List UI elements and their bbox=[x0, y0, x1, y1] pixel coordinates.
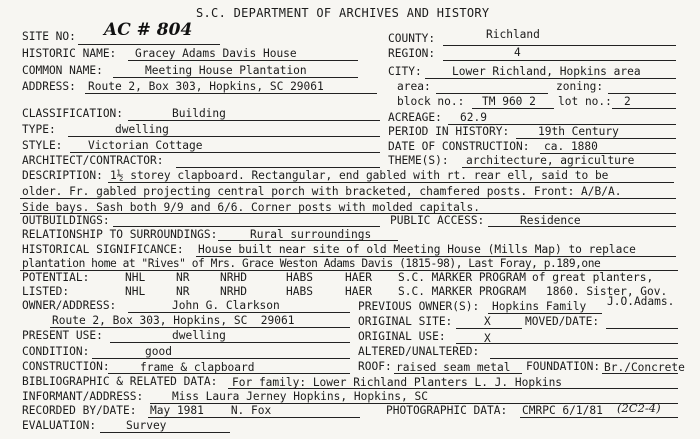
architect-line bbox=[176, 167, 380, 168]
significance-line-2b: of great planters, bbox=[532, 271, 654, 284]
region-value: 4 bbox=[514, 46, 521, 59]
listed-nhl[interactable]: NHL bbox=[125, 285, 146, 298]
region-label: REGION: bbox=[388, 47, 436, 60]
construction-line bbox=[108, 373, 350, 374]
site-no-value: AC # 804 bbox=[104, 20, 193, 40]
public-access-value: Residence bbox=[520, 214, 581, 227]
informant-value: Miss Laura Jerney Hopkins, Hopkins, SC bbox=[172, 390, 428, 403]
acreage-value: 62.9 bbox=[460, 111, 487, 124]
construction-value: frame & clapboard bbox=[140, 361, 255, 374]
period-value: 19th Century bbox=[538, 125, 619, 138]
area-label: area: bbox=[397, 80, 431, 93]
roof-label: ROOF: bbox=[358, 360, 392, 373]
potential-nrhd[interactable]: NRHD bbox=[220, 271, 247, 284]
classification-label: CLASSIFICATION: bbox=[22, 107, 124, 120]
form-title: S.C. DEPARTMENT OF ARCHIVES AND HISTORY bbox=[196, 6, 490, 20]
listed-nr[interactable]: NR bbox=[176, 285, 190, 298]
common-name-label: COMMON NAME: bbox=[22, 64, 103, 77]
listed-nrhd[interactable]: NRHD bbox=[220, 285, 247, 298]
description-label: DESCRIPTION: bbox=[22, 169, 103, 182]
recorded-label: RECORDED BY/DATE: bbox=[22, 404, 137, 417]
county-line bbox=[443, 45, 676, 46]
block-label: block no.: bbox=[397, 95, 465, 108]
description-underline-1 bbox=[108, 182, 674, 183]
evaluation-line bbox=[100, 432, 230, 433]
condition-label: CONDITION: bbox=[22, 345, 90, 358]
altered-line bbox=[490, 358, 678, 359]
present-use-value: dwelling bbox=[172, 329, 226, 342]
bibliography-line bbox=[228, 388, 678, 389]
style-value: Victorian Cottage bbox=[88, 139, 203, 152]
county-label: COUNTY: bbox=[388, 32, 436, 45]
listed-haer[interactable]: HAER bbox=[345, 285, 372, 298]
photographic-line bbox=[520, 417, 678, 418]
significance-line-4b: J.O.Adams. bbox=[607, 295, 675, 308]
theme-value: architecture, agriculture bbox=[466, 154, 635, 167]
block-line bbox=[472, 108, 554, 109]
potential-haer[interactable]: HAER bbox=[345, 271, 372, 284]
surroundings-value: Rural surroundings bbox=[250, 228, 372, 241]
informant-label: INFORMANT/ADDRESS: bbox=[22, 390, 144, 403]
style-label: STYLE: bbox=[22, 139, 63, 152]
listed-label: LISTED: bbox=[22, 285, 70, 298]
original-use-value: X bbox=[484, 332, 491, 345]
period-label: PERIOD IN HISTORY: bbox=[388, 125, 510, 138]
zoning-line bbox=[608, 93, 676, 94]
significance-label: HISTORICAL SIGNIFICANCE: bbox=[22, 243, 184, 256]
common-name-line bbox=[113, 77, 358, 78]
moved-date-line bbox=[606, 328, 678, 329]
zoning-label: zoning: bbox=[556, 80, 604, 93]
site-no-label: SITE NO: bbox=[22, 30, 76, 43]
recorded-value: May 1981 N. Fox bbox=[150, 404, 272, 417]
county-value: Richland bbox=[486, 28, 540, 41]
altered-label: ALTERED/UNALTERED: bbox=[358, 345, 480, 358]
owner-name: John G. Clarkson bbox=[172, 299, 280, 312]
date-construction-label: DATE OF CONSTRUCTION: bbox=[388, 140, 530, 153]
potential-nhl[interactable]: NHL bbox=[125, 271, 146, 284]
bibliography-label: BIBLIOGRAPHIC & RELATED DATA: bbox=[22, 375, 218, 388]
acreage-label: ACREAGE: bbox=[388, 111, 442, 124]
potential-habs[interactable]: HABS bbox=[286, 271, 313, 284]
potential-marker-program[interactable]: S.C. MARKER PROGRAM bbox=[398, 271, 526, 284]
classification-line bbox=[128, 120, 380, 121]
city-line bbox=[425, 78, 676, 79]
foundation-label: FOUNDATION: bbox=[526, 360, 601, 373]
potential-label: POTENTIAL: bbox=[22, 271, 90, 284]
owner-address: Route 2, Box 303, Hopkins, SC 29061 bbox=[52, 314, 295, 327]
public-access-label: PUBLIC ACCESS: bbox=[390, 214, 485, 227]
original-site-line bbox=[456, 328, 522, 329]
region-line bbox=[443, 60, 676, 61]
description-underline-2 bbox=[20, 198, 676, 199]
lot-line bbox=[612, 108, 676, 109]
area-line bbox=[436, 93, 548, 94]
original-use-line bbox=[456, 343, 678, 344]
previous-owner-line bbox=[488, 313, 602, 314]
evaluation-value: Survey bbox=[126, 419, 167, 432]
description-line-1: 1½ storey clapboard. Rectangular, end gabled with rt. rear ell, said to be bbox=[110, 169, 609, 182]
historic-name-value: Gracey Adams Davis House bbox=[135, 47, 297, 60]
condition-value: good bbox=[145, 345, 172, 358]
theme-label: THEME(S): bbox=[388, 154, 449, 167]
photographic-ref: (2C2-4) bbox=[617, 401, 661, 415]
surroundings-line bbox=[218, 240, 398, 241]
original-site-value: X bbox=[484, 315, 491, 328]
historic-name-line bbox=[128, 60, 358, 61]
listed-habs[interactable]: HABS bbox=[286, 285, 313, 298]
original-site-label: ORIGINAL SITE: bbox=[358, 315, 453, 328]
moved-date-label: MOVED/DATE: bbox=[525, 315, 600, 328]
historic-name-label: HISTORIC NAME: bbox=[22, 47, 117, 60]
theme-line bbox=[462, 167, 676, 168]
owner-name-line bbox=[128, 312, 350, 313]
site-no-line bbox=[78, 44, 220, 45]
roof-value: raised seam metal bbox=[396, 361, 511, 374]
significance-line-2: plantation home at "Rives" of Mrs. Grace Weston Adams Davis (1815-98), Last Foray, p.189,one bbox=[22, 257, 601, 270]
address-value: Route 2, Box 303, Hopkins, SC 29061 bbox=[88, 80, 324, 93]
significance-line-3b: 1860. Sister, Gov. bbox=[546, 285, 668, 298]
recorded-line bbox=[148, 417, 360, 418]
city-label: CITY: bbox=[388, 65, 422, 78]
architect-label: ARCHITECT/CONTRACTOR: bbox=[22, 154, 164, 167]
listed-marker-program[interactable]: S.C. MARKER PROGRAM bbox=[398, 285, 526, 298]
significance-line-1: House built near site of old Meeting House (Mills Map) to replace bbox=[198, 243, 636, 256]
previous-owner-label: PREVIOUS OWNER(S): bbox=[358, 300, 480, 313]
description-line-3: Side bays. Sash both 9/9 and 6/6. Corner posts with molded capitals. bbox=[22, 201, 481, 214]
roof-line bbox=[394, 373, 522, 374]
city-value: Lower Richland, Hopkins area bbox=[452, 65, 641, 78]
evaluation-label: EVALUATION: bbox=[22, 419, 97, 432]
photographic-value: CMRPC 6/1/81 bbox=[522, 404, 603, 417]
common-name-value: Meeting House Plantation bbox=[145, 64, 307, 77]
public-access-line bbox=[488, 226, 676, 227]
block-value: TM 960 2 bbox=[482, 95, 536, 108]
foundation-value: Br./Concrete bbox=[604, 361, 685, 374]
lot-label: lot no.: bbox=[558, 95, 612, 108]
type-line bbox=[68, 136, 380, 137]
previous-owner-value: Hopkins Family bbox=[492, 300, 587, 313]
date-construction-value: ca. 1880 bbox=[544, 140, 598, 153]
address-label: ADDRESS: bbox=[22, 80, 76, 93]
description-line-2: older. Fr. gabled projecting central porch with bracketed, chamfered posts. Front: A/B/A. bbox=[22, 185, 622, 198]
type-value: dwelling bbox=[115, 123, 169, 136]
foundation-line bbox=[602, 373, 678, 374]
style-line bbox=[70, 152, 380, 153]
outbuildings-line bbox=[113, 226, 380, 227]
surroundings-label: RELATIONSHIP TO SURROUNDINGS: bbox=[22, 228, 218, 241]
photographic-label: PHOTOGRAPHIC DATA: bbox=[386, 404, 508, 417]
present-use-line bbox=[110, 342, 350, 343]
bibliography-value: For family: Lower Richland Planters L. J. Hopkins bbox=[232, 376, 563, 389]
address-line bbox=[85, 93, 377, 94]
present-use-label: PRESENT USE: bbox=[22, 329, 103, 342]
classification-value: Building bbox=[172, 107, 226, 120]
potential-nr[interactable]: NR bbox=[176, 271, 190, 284]
outbuildings-label: OUTBUILDINGS: bbox=[22, 214, 110, 227]
lot-value: 2 bbox=[624, 95, 631, 108]
construction-label: CONSTRUCTION: bbox=[22, 360, 110, 373]
condition-line bbox=[92, 358, 350, 359]
period-line bbox=[516, 138, 676, 139]
owner-address-line bbox=[50, 327, 350, 328]
owner-label: OWNER/ADDRESS: bbox=[22, 299, 117, 312]
original-use-label: ORIGINAL USE: bbox=[358, 330, 446, 343]
type-label: TYPE: bbox=[22, 123, 56, 136]
